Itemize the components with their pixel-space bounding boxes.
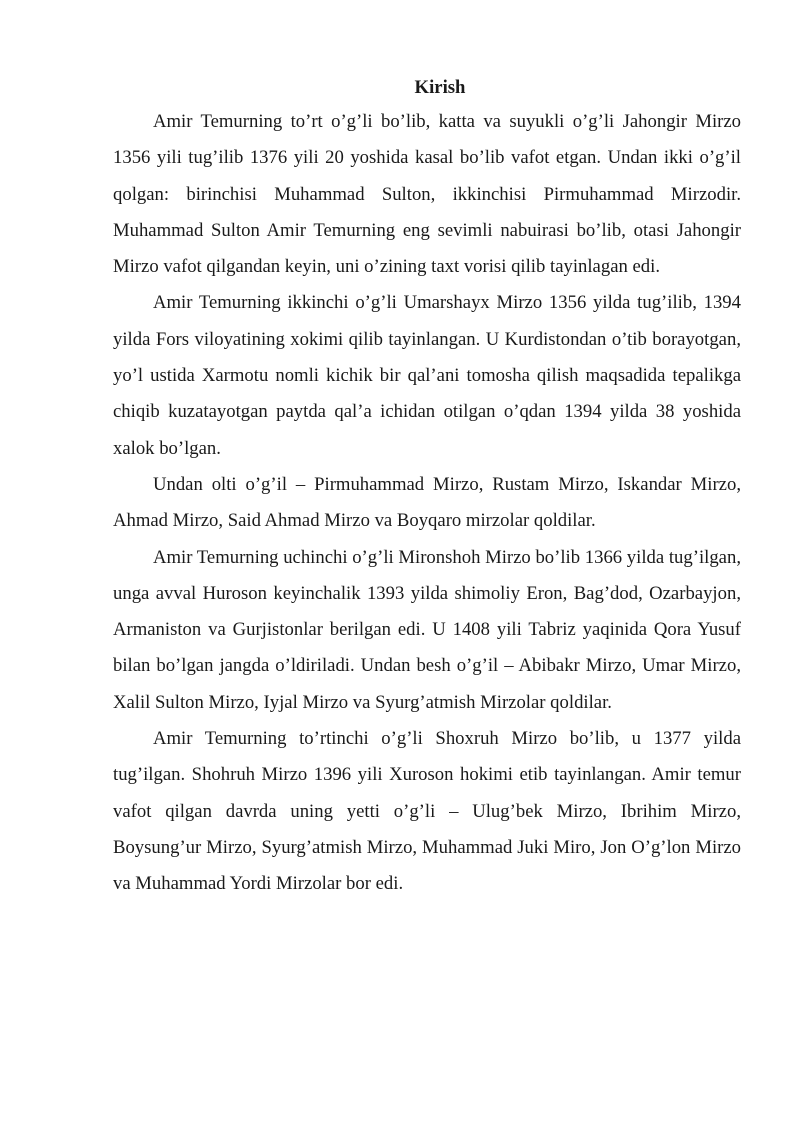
paragraph-3: Undan olti o’g’il – Pirmuhammad Mirzo, Rustam Mirzo, Iskandar Mirzo, Ahmad Mirzo, Said Ahmad Mirzo va Boyqaro mirzolar qoldilar. xyxy=(113,473,741,532)
paragraph-1: Amir Temurning to’rt o’g’li bo’lib, katta va suyukli o’g’li Jahongir Mirzo 1356 yili tug’ilib 1376 yili 20 yoshida kasal bo’lib vafot etgan. Undan ikki o’g’il qolgan: birinchisi Muhammad Sulton, ikkinchisi Pirmuhammad Mirzodir. Muhammad Sulton Amir Temurning eng sevimli nabuirasi bo’lib, otasi Jahongir Mirzo vafot qilgandan keyin, uni o’zining taxt vorisi qilib tayinlagan edi. xyxy=(113,111,741,278)
document-page xyxy=(113,72,741,903)
paragraph-4: Amir Temurning uchinchi o’g’li Mironshoh Mirzo bo’lib 1366 yilda tug’ilgan, unga avval Huroson keyinchalik 1393 yilda shimoliy Eron, Bag’dod, Ozarbayjon, Armaniston va Gurjistonlar berilgan edi. U 1408 yili Tabriz yaqinida Qora Yusuf bilan bo’lgan jangda o’ldiriladi. Undan besh o’g’il – Abibakr Mirzo, Umar Mirzo, Xalil Sulton Mirzo, Iyjal Mirzo va Syurg’atmish Mirzolar qoldilar. xyxy=(113,546,741,713)
paragraph-2: Amir Temurning ikkinchi o’g’li Umarshayx Mirzo 1356 yilda tug’ilib, 1394 yilda Fors viloyatining xokimi qilib tayinlangan. U Kurdistondan o’tib borayotgan, yo’l ustida Xarmotu nomli kichik bir qal’ani tomosha qilish maqsadida tepalikga chiqib kuzatayotgan paytda qal’a ichidan otilgan o’qdan 1394 yilda 38 yoshida xalok bo’lgan. xyxy=(113,292,741,459)
document-title: Kirish xyxy=(414,77,466,98)
paragraph-5: Amir Temurning to’rtinchi o’g’li Shoxruh Mirzo bo’lib, u 1377 yilda tug’ilgan. Shohruh Mirzo 1396 yili Xuroson hokimi etib tayinlangan. Amir temur vafot qilgan davrda uning yetti o’g’li – Ulug’bek Mirzo, Ibrihim Mirzo, Boysung’ur Mirzo, Syurg’atmish Mirzo, Muhammad Juki Miro, Jon O’g’lon Mirzo va Muhammad Yordi Mirzolar bor edi. xyxy=(113,728,741,895)
